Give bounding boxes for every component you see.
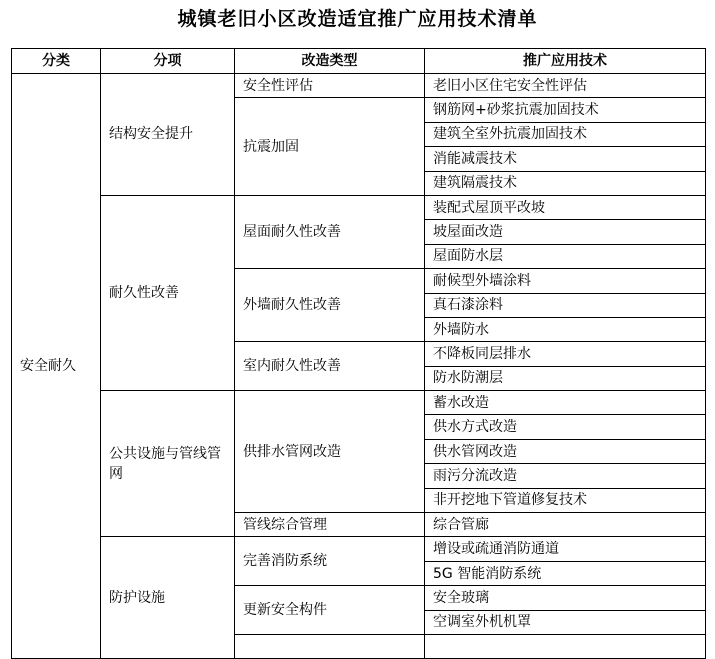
type-cell: 管线综合管理 (235, 513, 425, 537)
tech-cell: 屋面防水层 (425, 244, 706, 268)
table-row (12, 195, 706, 219)
category-cell: 安全耐久 (12, 74, 101, 659)
subitem-cell: 耐久性改善 (101, 195, 235, 390)
type-cell: 完善消防系统 (235, 537, 425, 586)
tech-cell: 供水管网改造 (425, 439, 706, 463)
type-cell: 室内耐久性改善 (235, 342, 425, 391)
type-cell: 屋面耐久性改善 (235, 195, 425, 268)
tech-cell: 外墙防水 (425, 317, 706, 341)
subitem-cell: 公共设施与管线管网 (101, 391, 235, 537)
type-cell (235, 634, 425, 658)
tech-cell: 老旧小区住宅安全性评估 (425, 74, 706, 98)
tech-cell: 蓄水改造 (425, 391, 706, 415)
tech-cell: 防水防潮层 (425, 366, 706, 390)
header-promoted-technology: 推广应用技术 (425, 49, 706, 74)
tech-cell: 消能减震技术 (425, 147, 706, 171)
tech-cell: 雨污分流改造 (425, 464, 706, 488)
tech-cell: 非开挖地下管道修复技术 (425, 488, 706, 512)
tech-cell: 装配式屋顶平改坡 (425, 195, 706, 219)
subitem-cell: 防护设施 (101, 537, 235, 659)
tech-cell: 耐候型外墙涂料 (425, 269, 706, 293)
subitem-cell: 结构安全提升 (101, 74, 235, 196)
tech-cell: 供水方式改造 (425, 415, 706, 439)
header-renovation-type: 改造类型 (235, 49, 425, 74)
header-subitem: 分项 (101, 49, 235, 74)
tech-cell: 综合管廊 (425, 513, 706, 537)
header-category: 分类 (12, 49, 101, 74)
tech-cell: 空调室外机机罩 (425, 610, 706, 634)
tech-cell: 真石漆涂料 (425, 293, 706, 317)
tech-cell: 坡屋面改造 (425, 220, 706, 244)
tech-cell: 安全玻璃 (425, 586, 706, 610)
type-cell: 外墙耐久性改善 (235, 269, 425, 342)
tech-cell (425, 634, 706, 658)
table-row (12, 391, 706, 415)
table-row (12, 537, 706, 561)
tech-cell: 不降板同层排水 (425, 342, 706, 366)
table-header-row (12, 49, 706, 74)
type-cell: 更新安全构件 (235, 586, 425, 635)
type-cell: 供排水管网改造 (235, 391, 425, 513)
document-title: 城镇老旧小区改造适宜推广应用技术清单 (177, 8, 538, 30)
type-cell: 安全性评估 (235, 74, 425, 98)
type-cell: 抗震加固 (235, 98, 425, 196)
table-row (12, 74, 706, 98)
tech-cell: 5G 智能消防系统 (425, 561, 706, 585)
technology-list-table (11, 48, 706, 659)
tech-cell: 建筑隔震技术 (425, 171, 706, 195)
tech-cell: 建筑全室外抗震加固技术 (425, 122, 706, 146)
tech-cell: 钢筋网+砂浆抗震加固技术 (425, 98, 706, 122)
tech-cell: 增设或疏通消防通道 (425, 537, 706, 561)
